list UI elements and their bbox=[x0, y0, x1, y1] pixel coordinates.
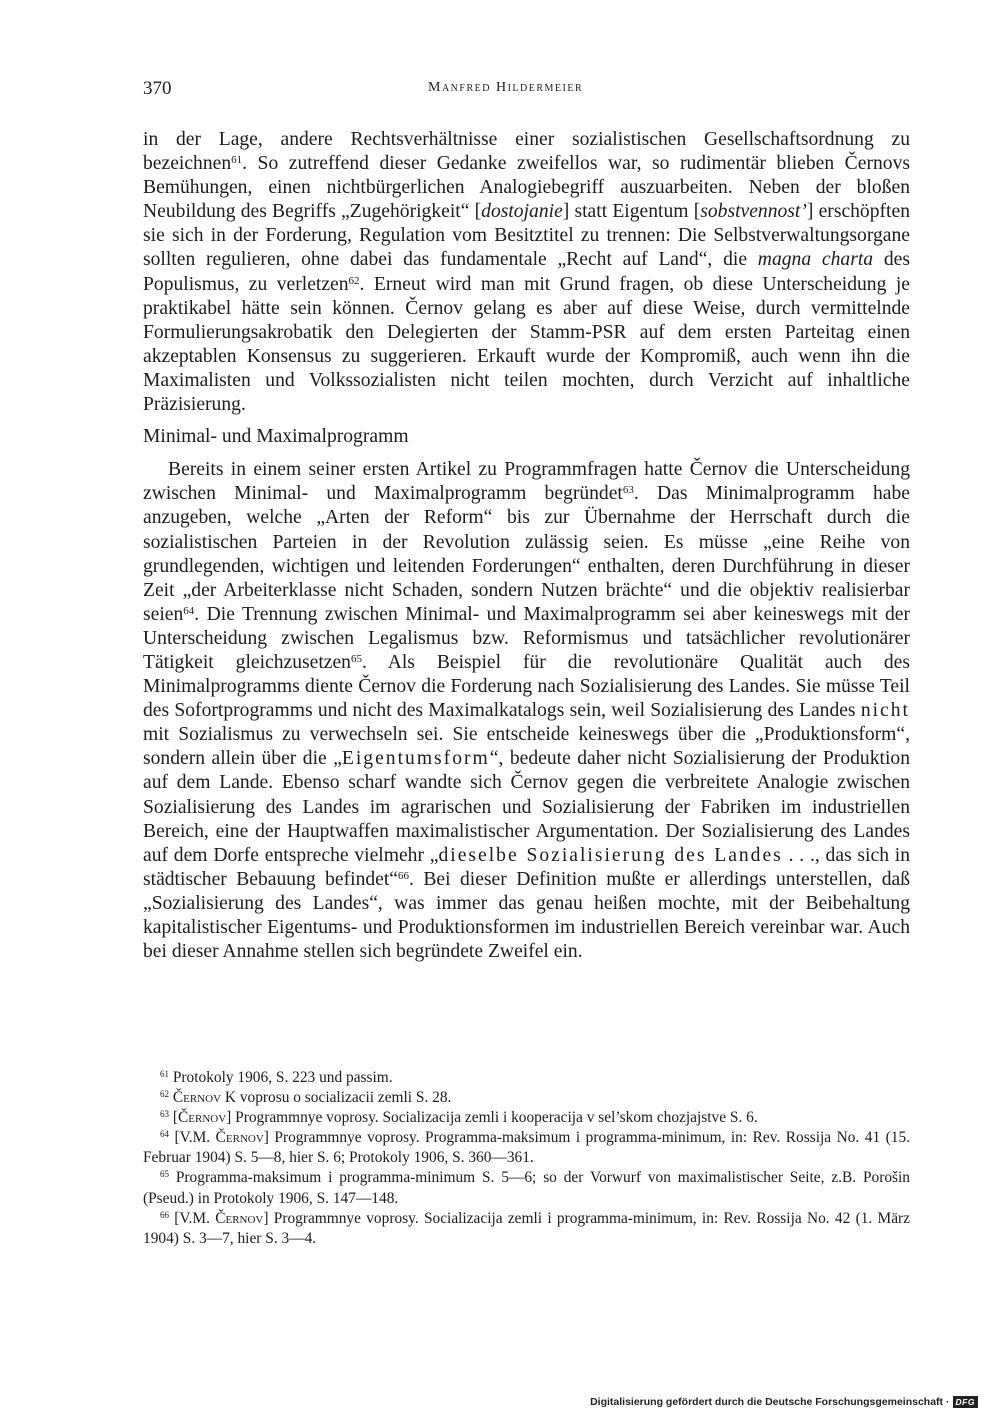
footnote-text: ] Programmnye voprosy. Socializacija zemli i programma-minimum, in: Rev. Rossija No. 42 (1. März 1904) S. 3—7, hier S. 3—4. bbox=[143, 1209, 910, 1247]
text-run: Bereits in einem seiner ersten Artikel zu Programmfragen hatte Černov die Unterscheidung zwischen Minimal- und Maximalprogramm begründet bbox=[143, 459, 910, 505]
footnote-author: Černov bbox=[215, 1129, 264, 1147]
footnote-ref-61[interactable]: 61 bbox=[231, 154, 243, 167]
text-run: “, bedeute daher nicht Sozialisierung der Produktion auf dem Lande. Ebenso scharf wandte sich Černov gegen die verbreitete Analogie zwischen Sozialisierung des Landes im agrarischen und Sozialisierung der Fabriken im industriellen Bereich, eine der Hauptwaffen maximalistischer Argumentation. Der Sozialisierung des Landes auf dem Dorfe entspreche vielmehr „ bbox=[143, 748, 910, 866]
footnote-number: 61 bbox=[160, 1069, 169, 1079]
text-run: . Als Beispiel für die revolutionäre Qualität auch des Minimalprogramms diente Černov die Forderung nach Sozialisierung des Landes. Sie müsse Teil des Sofortprogramms und nicht des Maximalkatalogs sein, weil Sozialisierung des Landes bbox=[143, 651, 910, 722]
text-run: mit Sozialismus zu verwechseln sei. Sie entscheide keineswegs über die „Produktionsform“, sondern allein über die „ bbox=[143, 724, 910, 770]
footnote-66 bbox=[143, 1209, 910, 1249]
paragraph-2 bbox=[143, 458, 910, 964]
footnote-number: 63 bbox=[160, 1109, 169, 1120]
text-run: . Die Trennung zwischen Minimal- und Maximalprogramm sei aber keineswegs mit der Unterscheidung zwischen Legalismus bzw. Reformismus und tatsächlicher revolutionärer Tätigkeit gleichzusetzen bbox=[143, 603, 910, 673]
footnote-text: Programma-maksimum i programma-minimum S. 5—6; so der Vorwurf von maximalistischer Seite, z.B. Porošin (Pseud.) in Protokoly 1906, S. 147—148. bbox=[143, 1169, 910, 1207]
footnote-author: Černov bbox=[215, 1209, 264, 1227]
footnote-author: Černov bbox=[178, 1109, 227, 1127]
page-header bbox=[143, 78, 910, 104]
italic-term: sobstvennost’ bbox=[700, 201, 807, 223]
footnote-text: [ bbox=[172, 1109, 178, 1127]
text-run: des Populismus, zu verletzen bbox=[143, 249, 910, 295]
footnote-number: 62 bbox=[160, 1089, 169, 1100]
text-run: ] statt Eigentum [ bbox=[562, 201, 701, 223]
main-text bbox=[143, 128, 910, 964]
text-run: . . ., das sich in städtischer Bebauung befindet“ bbox=[143, 844, 911, 890]
spaced-emphasis: Eigentumsform bbox=[341, 748, 490, 770]
spaced-emphasis: nicht bbox=[860, 700, 910, 722]
footnote-text: ] Programmnye voprosy. Programma-maksimum i programma-minimum, in: Rev. Rossija No. 41 (15. Februar 1904) S. 5—8, hier S. 6; Protokoly 1906, S. 360—361. bbox=[143, 1129, 910, 1167]
separator: · bbox=[946, 1396, 950, 1408]
text-run: . So zutreffend dieser Gedanke zweifellos war, so rudimentär blieben Černovs Bemühungen, einen nichtbürgerlichen Analogiebegriff auszuarbeiten. Neben der bloßen Neubildung des Begriffs „Zugehörigkeit“ [ bbox=[143, 153, 910, 223]
footnotes bbox=[143, 1068, 910, 1249]
footnote-author: Černov bbox=[172, 1089, 222, 1107]
paragraph-1 bbox=[143, 128, 910, 417]
spaced-emphasis: dieselbe Sozialisierung des Landes bbox=[438, 844, 783, 866]
footnote-text: Protokoly 1906, S. 223 und passim. bbox=[172, 1069, 393, 1086]
footnote-text: [V.M. bbox=[174, 1209, 216, 1227]
text-run: . Das Minimalprogramm habe anzugeben, welche „Arten der Reform“ bis zur Übernahme der Herrschaft durch die sozialistischen Parteien in der Revolution zulässig seien. Es müsse „eine Reihe von grundlegenden, wichtigen und leitenden Forderungen“ enthalten, deren Durchführung in dieser Zeit „der Arbeiterklasse nicht Schaden, sondern Nutzen brächte“ und die objektiv realisierbar seien bbox=[143, 483, 910, 625]
footnote-number: 65 bbox=[160, 1169, 169, 1180]
italic-term: magna charta bbox=[757, 249, 874, 271]
footnote-63 bbox=[143, 1108, 910, 1128]
text-run: . Bei dieser Definition mußte er allerdings unterstellen, daß „Sozialisierung des Landes“, was immer das genau heißen mochte, mit der Beibehaltung kapitalistischer Eigentums- und Produktionsformen im industriellen Bereich vereinbar war. Auch bei dieser Annahme stellen sich begründete Zweifel ein. bbox=[143, 868, 910, 963]
footnote-65 bbox=[143, 1168, 910, 1208]
text-run: in der Lage, andere Rechtsverhältnisse einer sozialistischen Gesellschaftsordnung zu bezeichnen bbox=[143, 129, 910, 175]
footnote-61 bbox=[143, 1068, 910, 1088]
footnote-ref-64[interactable]: 64 bbox=[183, 604, 195, 617]
section-heading: Minimal- und Maximalprogramm bbox=[143, 426, 409, 448]
credit-text: Digitalisierung gefördert durch die Deutsche Forschungsgemeinschaft bbox=[590, 1396, 944, 1408]
footnote-number: 66 bbox=[160, 1209, 169, 1220]
footnote-text: ] Programmnye voprosy. Socializacija zemli i kooperacija v sel’skom chozjajstve S. 6. bbox=[226, 1109, 758, 1127]
footnote-ref-63[interactable]: 63 bbox=[622, 484, 634, 497]
text-run: . Erneut wird man mit Grund fragen, ob diese Unterscheidung je praktikabel hätte sein können. Černov gelang es aber auf diese Weise, durch vermittelnde Formulierungsakrobatik den Delegierten der Stamm-PSR auf dem ersten Parteitag einen akzeptablen Konsensus zu suggerieren. Erkauft wurde der Kompromiß, auch wenn ihn die Maximalisten und Volkssozialisten nicht teilen mochten, durch Verzicht auf inhaltliche Präzisierung. bbox=[143, 273, 910, 416]
footnote-64 bbox=[143, 1128, 910, 1168]
running-title: Manfred Hildermeier bbox=[428, 80, 584, 95]
footnote-text: [V.M. bbox=[174, 1129, 216, 1147]
footnote-ref-62[interactable]: 62 bbox=[348, 274, 360, 287]
footnote-ref-65[interactable]: 65 bbox=[350, 652, 362, 665]
footnote-number: 64 bbox=[160, 1129, 169, 1140]
dfg-logo: DFG bbox=[953, 1396, 978, 1408]
footnote-62 bbox=[143, 1088, 910, 1108]
footnote-text: K voprosu o socializacii zemli S. 28. bbox=[221, 1089, 452, 1107]
italic-term: dostojanie bbox=[481, 201, 563, 223]
digitization-credit bbox=[590, 1395, 978, 1409]
page-number: 370 bbox=[143, 78, 172, 99]
text-run: ] erschöpften sie sich in der Forderung, Regulation vom Besitztitel zu trennen: Die Selbstverwaltungsorgane sollten regulieren, ohne dabei das fundamentale „Recht auf Land“, die bbox=[143, 201, 910, 271]
footnote-ref-66[interactable]: 66 bbox=[398, 869, 410, 882]
